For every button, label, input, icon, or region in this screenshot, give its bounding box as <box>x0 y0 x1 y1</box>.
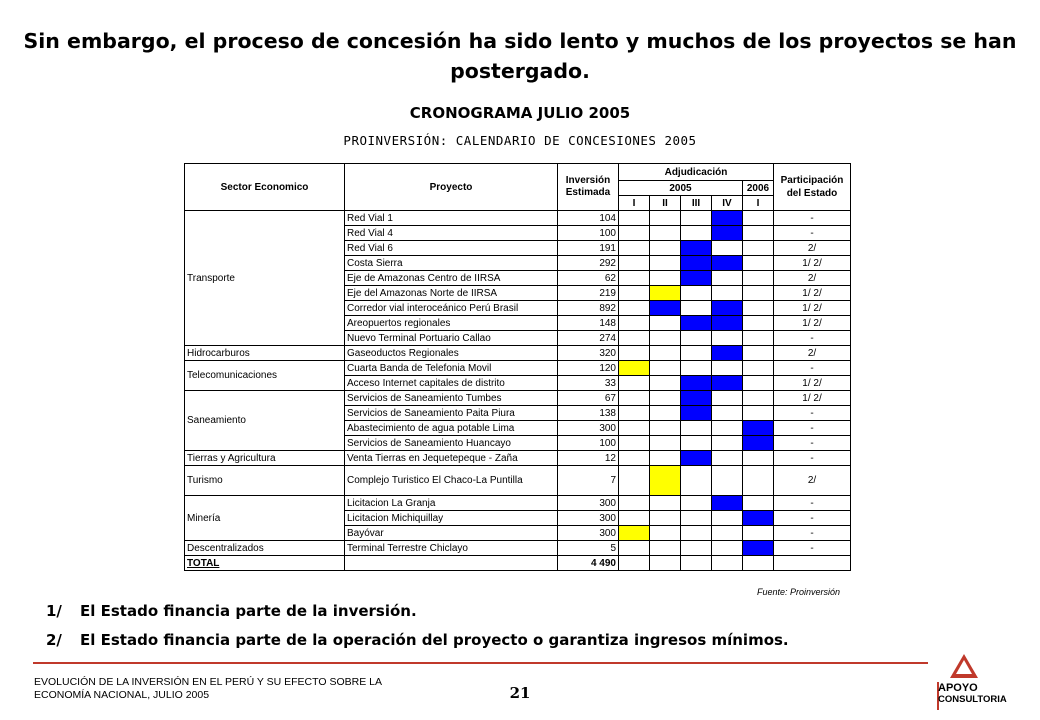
quarter-cell <box>743 286 774 301</box>
participation-cell: - <box>774 421 851 436</box>
quarter-cell <box>743 391 774 406</box>
investment-cell: 104 <box>558 211 619 226</box>
project-cell: Acceso Internet capitales de distrito <box>345 376 558 391</box>
quarter-cell <box>619 451 650 466</box>
header-year-2005: 2005 <box>619 181 743 196</box>
quarter-cell <box>619 391 650 406</box>
quarter-cell-scheduled <box>743 436 774 451</box>
participation-cell: - <box>774 436 851 451</box>
apoyo-logo-text <box>938 682 1007 706</box>
sector-cell: Saneamiento <box>185 391 345 451</box>
table-row <box>185 391 851 406</box>
quarter-cell <box>650 451 681 466</box>
project-cell: Corredor vial interoceánico Perú Brasil <box>345 301 558 316</box>
quarter-cell <box>743 406 774 421</box>
investment-cell: 100 <box>558 226 619 241</box>
slide-headline: Sin embargo, el proceso de concesión ha sido lento y muchos de los proyectos se han postergado. <box>23 29 1017 83</box>
quarter-cell-scheduled <box>712 316 743 331</box>
project-cell: Bayóvar <box>345 526 558 541</box>
project-cell: Eje del Amazonas Norte de IIRSA <box>345 286 558 301</box>
table-row <box>185 466 851 496</box>
quarter-cell <box>619 436 650 451</box>
project-cell: Servicios de Saneamiento Tumbes <box>345 391 558 406</box>
participation-cell: 2/ <box>774 271 851 286</box>
quarter-cell <box>743 526 774 541</box>
sector-cell: Tierras y Agricultura <box>185 451 345 466</box>
quarter-cell <box>619 541 650 556</box>
quarter-cell <box>619 226 650 241</box>
quarter-cell-scheduled <box>681 451 712 466</box>
participation-cell: - <box>774 406 851 421</box>
header-participation: Participación del Estado <box>774 164 851 211</box>
quarter-cell <box>619 346 650 361</box>
participation-cell: - <box>774 226 851 241</box>
quarter-cell <box>743 301 774 316</box>
quarter-cell <box>743 331 774 346</box>
table-row <box>185 496 851 511</box>
header-adjudication: Adjudicación <box>619 164 774 181</box>
quarter-cell <box>712 361 743 376</box>
quarter-cell <box>619 271 650 286</box>
participation-cell: 1/ 2/ <box>774 391 851 406</box>
table-row <box>185 346 851 361</box>
participation-cell: 2/ <box>774 346 851 361</box>
quarter-cell <box>681 436 712 451</box>
quarter-cell-scheduled <box>650 301 681 316</box>
participation-cell: - <box>774 211 851 226</box>
quarter-cell <box>743 496 774 511</box>
concessions-schedule-table <box>184 163 851 571</box>
header-investment: Inversión Estimada <box>558 164 619 211</box>
quarter-cell-scheduled <box>712 376 743 391</box>
participation-cell: - <box>774 526 851 541</box>
table-row <box>185 451 851 466</box>
project-cell: Servicios de Saneamiento Huancayo <box>345 436 558 451</box>
quarter-cell <box>619 316 650 331</box>
quarter-cell <box>650 391 681 406</box>
participation-cell: - <box>774 451 851 466</box>
total-empty <box>650 556 681 571</box>
participation-cell: - <box>774 511 851 526</box>
quarter-cell <box>681 541 712 556</box>
quarter-cell <box>650 436 681 451</box>
project-cell: Licitacion La Granja <box>345 496 558 511</box>
sector-cell: Telecomunicaciones <box>185 361 345 391</box>
header-quarter-4: IV <box>712 196 743 211</box>
quarter-cell <box>712 421 743 436</box>
schedule-subtitle: CRONOGRAMA JULIO 2005 <box>409 104 631 122</box>
sector-cell: Descentralizados <box>185 541 345 556</box>
quarter-cell <box>743 451 774 466</box>
quarter-cell <box>712 466 743 496</box>
investment-cell: 12 <box>558 451 619 466</box>
participation-cell: 1/ 2/ <box>774 286 851 301</box>
quarter-cell-scheduled <box>712 496 743 511</box>
quarter-cell-scheduled <box>681 316 712 331</box>
project-cell: Licitacion Michiquillay <box>345 511 558 526</box>
header-year-2006: 2006 <box>743 181 774 196</box>
total-empty <box>743 556 774 571</box>
quarter-cell-scheduled <box>681 271 712 286</box>
quarter-cell <box>681 466 712 496</box>
quarter-cell <box>619 241 650 256</box>
total-empty <box>774 556 851 571</box>
investment-cell: 138 <box>558 406 619 421</box>
investment-cell: 148 <box>558 316 619 331</box>
project-cell: Areopuertos regionales <box>345 316 558 331</box>
investment-cell: 5 <box>558 541 619 556</box>
total-investment: 4 490 <box>558 556 619 571</box>
total-empty <box>345 556 558 571</box>
investment-cell: 300 <box>558 421 619 436</box>
quarter-cell <box>681 226 712 241</box>
investment-cell: 100 <box>558 436 619 451</box>
sector-cell: Minería <box>185 496 345 541</box>
quarter-cell <box>712 451 743 466</box>
participation-cell: 1/ 2/ <box>774 316 851 331</box>
project-cell: Gaseoductos Regionales <box>345 346 558 361</box>
quarter-cell-scheduled <box>743 541 774 556</box>
investment-cell: 292 <box>558 256 619 271</box>
quarter-cell <box>743 271 774 286</box>
project-cell: Costa Sierra <box>345 256 558 271</box>
participation-cell: 1/ 2/ <box>774 301 851 316</box>
sector-cell: Hidrocarburos <box>185 346 345 361</box>
table-row <box>185 211 851 226</box>
quarter-cell <box>743 466 774 496</box>
quarter-cell <box>650 511 681 526</box>
quarter-cell <box>743 211 774 226</box>
quarter-cell <box>712 391 743 406</box>
footer-line-1: EVOLUCIÓN DE LA INVERSIÓN EN EL PERÚ Y SU EFECTO SOBRE LA <box>34 676 382 688</box>
quarter-cell <box>650 421 681 436</box>
quarter-cell <box>712 511 743 526</box>
quarter-cell <box>619 406 650 421</box>
investment-cell: 191 <box>558 241 619 256</box>
quarter-cell <box>650 271 681 286</box>
quarter-cell <box>619 496 650 511</box>
quarter-cell <box>681 286 712 301</box>
participation-cell: - <box>774 541 851 556</box>
quarter-cell-scheduled <box>681 391 712 406</box>
total-label: TOTAL <box>185 556 345 571</box>
footer-line-2: ECONOMÍA NACIONAL, JULIO 2005 <box>34 689 210 701</box>
quarter-cell <box>650 316 681 331</box>
footnote-2 <box>46 631 789 649</box>
quarter-cell <box>650 256 681 271</box>
quarter-cell <box>681 361 712 376</box>
header-quarter-1: I <box>619 196 650 211</box>
quarter-cell <box>650 331 681 346</box>
logo-line-2: CONSULTORIA <box>938 694 1007 705</box>
quarter-cell-highlight <box>619 361 650 376</box>
quarter-cell <box>650 541 681 556</box>
quarter-cell <box>743 346 774 361</box>
investment-cell: 62 <box>558 271 619 286</box>
quarter-cell <box>619 376 650 391</box>
quarter-cell <box>712 271 743 286</box>
quarter-cell-scheduled <box>681 256 712 271</box>
quarter-cell <box>743 316 774 331</box>
project-cell: Complejo Turistico El Chaco-La Puntilla <box>345 466 558 496</box>
participation-cell: - <box>774 361 851 376</box>
investment-cell: 300 <box>558 526 619 541</box>
header-quarter-2: II <box>650 196 681 211</box>
quarter-cell-scheduled <box>712 211 743 226</box>
total-empty <box>619 556 650 571</box>
quarter-cell-scheduled <box>681 241 712 256</box>
quarter-cell <box>619 211 650 226</box>
quarter-cell <box>619 256 650 271</box>
quarter-cell-scheduled <box>743 511 774 526</box>
participation-cell: 2/ <box>774 466 851 496</box>
quarter-cell-scheduled <box>712 346 743 361</box>
project-cell: Venta Tierras en Jequetepeque - Zaña <box>345 451 558 466</box>
quarter-cell <box>743 241 774 256</box>
quarter-cell-highlight <box>650 286 681 301</box>
table-row <box>185 541 851 556</box>
source-note: Fuente: Proinversión <box>757 587 841 597</box>
quarter-cell <box>681 526 712 541</box>
quarter-cell-scheduled <box>743 421 774 436</box>
footnote-1 <box>46 602 417 620</box>
sector-cell: Transporte <box>185 211 345 346</box>
quarter-cell-scheduled <box>681 406 712 421</box>
footnote-2-number: 2/ <box>46 631 62 649</box>
header-quarter-3: III <box>681 196 712 211</box>
quarter-cell <box>681 301 712 316</box>
quarter-cell-scheduled <box>712 301 743 316</box>
header-quarter-2006-1: I <box>743 196 774 211</box>
quarter-cell <box>743 376 774 391</box>
project-cell: Cuarta Banda de Telefonia Movil <box>345 361 558 376</box>
project-cell: Servicios de Saneamiento Paita Piura <box>345 406 558 421</box>
quarter-cell <box>743 361 774 376</box>
quarter-cell <box>650 361 681 376</box>
quarter-cell <box>619 466 650 496</box>
investment-cell: 300 <box>558 496 619 511</box>
quarter-cell <box>619 301 650 316</box>
participation-cell: 2/ <box>774 241 851 256</box>
quarter-cell-scheduled <box>712 256 743 271</box>
quarter-cell <box>619 421 650 436</box>
project-cell: Red Vial 1 <box>345 211 558 226</box>
quarter-cell <box>712 406 743 421</box>
quarter-cell <box>712 436 743 451</box>
investment-cell: 33 <box>558 376 619 391</box>
total-empty <box>681 556 712 571</box>
footnote-1-text: El Estado financia parte de la inversión. <box>80 602 417 620</box>
quarter-cell <box>650 211 681 226</box>
quarter-cell <box>650 226 681 241</box>
project-cell: Nuevo Terminal Portuario Callao <box>345 331 558 346</box>
page-number: 21 <box>509 684 531 702</box>
quarter-cell-scheduled <box>712 226 743 241</box>
quarter-cell <box>712 526 743 541</box>
quarter-cell <box>619 286 650 301</box>
quarter-cell <box>681 211 712 226</box>
investment-cell: 219 <box>558 286 619 301</box>
quarter-cell <box>681 421 712 436</box>
investment-cell: 320 <box>558 346 619 361</box>
investment-cell: 67 <box>558 391 619 406</box>
footnote-2-text: El Estado financia parte de la operación del proyecto o garantiza ingresos mínimos. <box>80 631 789 649</box>
quarter-cell <box>650 496 681 511</box>
quarter-cell <box>650 406 681 421</box>
header-project: Proyecto <box>345 164 558 211</box>
participation-cell: 1/ 2/ <box>774 256 851 271</box>
quarter-cell <box>743 226 774 241</box>
logo-line-1: APOYO <box>938 682 978 694</box>
quarter-cell <box>650 346 681 361</box>
quarter-cell <box>650 526 681 541</box>
investment-cell: 7 <box>558 466 619 496</box>
quarter-cell-highlight <box>619 526 650 541</box>
project-cell: Eje de Amazonas Centro de IIRSA <box>345 271 558 286</box>
quarter-cell <box>712 331 743 346</box>
participation-cell: - <box>774 331 851 346</box>
quarter-cell <box>743 256 774 271</box>
quarter-cell <box>619 511 650 526</box>
participation-cell: 1/ 2/ <box>774 376 851 391</box>
quarter-cell <box>681 346 712 361</box>
investment-cell: 892 <box>558 301 619 316</box>
footer-report-title <box>34 676 382 702</box>
quarter-cell <box>681 496 712 511</box>
project-cell: Terminal Terrestre Chiclayo <box>345 541 558 556</box>
project-cell: Abastecimiento de agua potable Lima <box>345 421 558 436</box>
quarter-cell <box>681 331 712 346</box>
quarter-cell <box>619 331 650 346</box>
footnote-1-number: 1/ <box>46 602 62 620</box>
investment-cell: 274 <box>558 331 619 346</box>
quarter-cell <box>681 511 712 526</box>
total-empty <box>712 556 743 571</box>
table-title: PROINVERSIÓN: CALENDARIO DE CONCESIONES 2005 <box>343 133 697 148</box>
investment-cell: 300 <box>558 511 619 526</box>
quarter-cell <box>712 286 743 301</box>
quarter-cell-scheduled <box>681 376 712 391</box>
total-row <box>185 556 851 571</box>
footer-divider <box>33 662 928 664</box>
participation-cell: - <box>774 496 851 511</box>
project-cell: Red Vial 4 <box>345 226 558 241</box>
quarter-cell-highlight <box>650 466 681 496</box>
header-sector: Sector Economico <box>185 164 345 211</box>
project-cell: Red Vial 6 <box>345 241 558 256</box>
quarter-cell <box>712 241 743 256</box>
table-row <box>185 361 851 376</box>
quarter-cell <box>650 376 681 391</box>
investment-cell: 120 <box>558 361 619 376</box>
quarter-cell <box>650 241 681 256</box>
schedule-body <box>185 211 851 571</box>
quarter-cell <box>712 541 743 556</box>
sector-cell: Turismo <box>185 466 345 496</box>
